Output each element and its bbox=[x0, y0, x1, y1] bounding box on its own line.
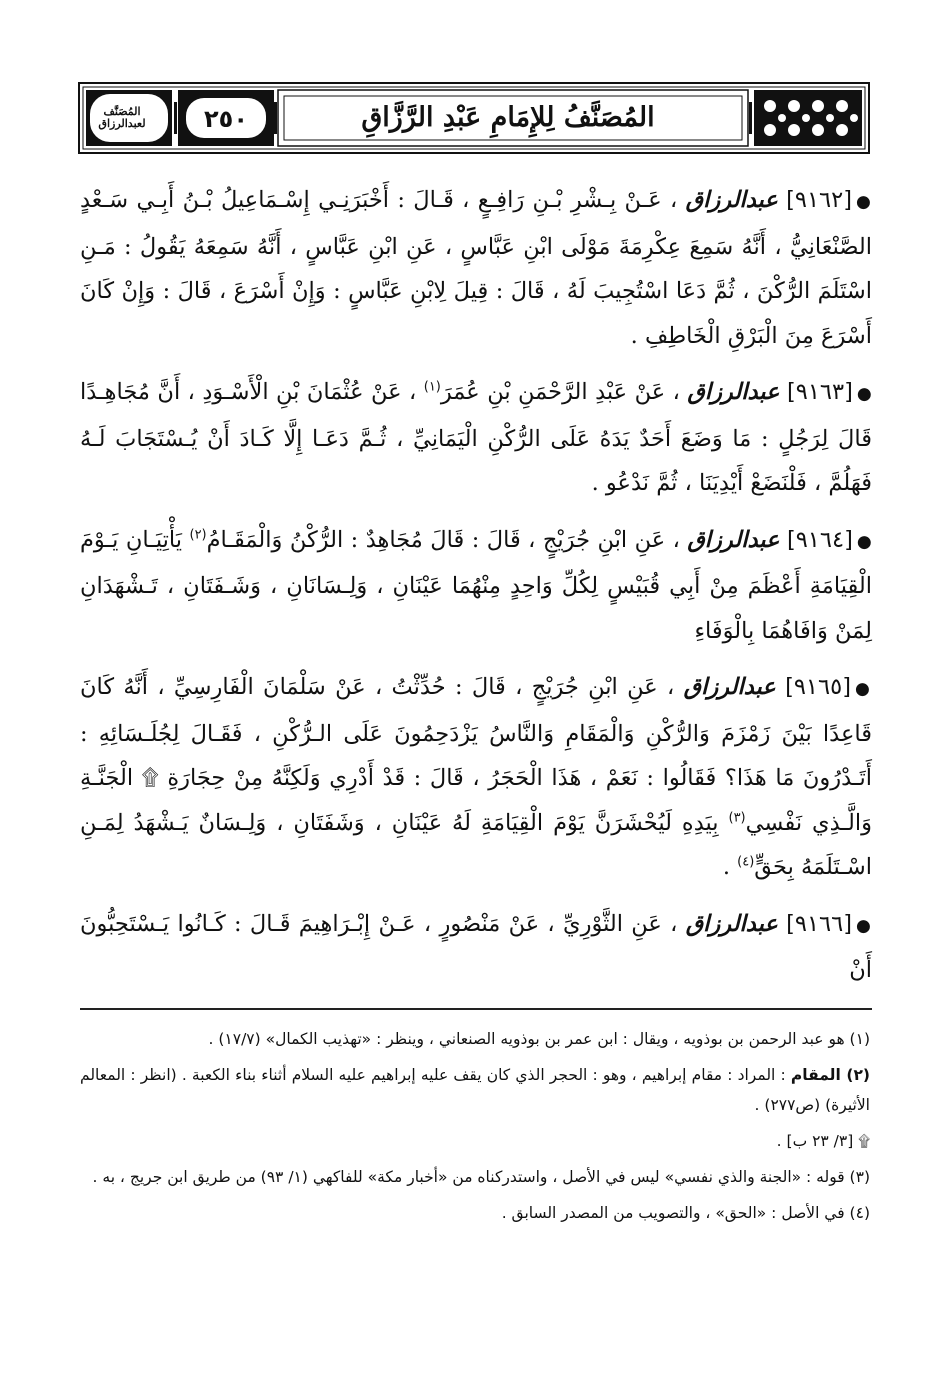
hadith-number: [٩١٦٣] bbox=[786, 379, 853, 405]
footnote-ref[interactable]: (٣) bbox=[728, 810, 746, 825]
footnote-text: ۩ [٣/ ٢٣ ب] . bbox=[776, 1132, 870, 1150]
page-number: ٢٥٠ bbox=[204, 105, 248, 133]
bullet-icon: ● bbox=[856, 915, 872, 936]
narrator-name: عبدالرزاق bbox=[685, 910, 778, 937]
footnote-3 bbox=[80, 1162, 870, 1192]
narrator-name: عبدالرزاق bbox=[685, 187, 778, 213]
footnote-4 bbox=[80, 1198, 870, 1228]
hadith-9163 bbox=[80, 370, 872, 506]
footnote-text: (١) هو عبد الرحمن بن بوذويه ، ويقال : ابن عمر بن بوذويه الصنعاني ، وينظر : «تهذيب الكمال» (١٧/٧) . bbox=[208, 1030, 870, 1048]
hadith-number: [٩١٦٦] bbox=[786, 910, 853, 937]
book-emblem-text: المُصَنَّف لعبدالرزاق bbox=[98, 105, 146, 130]
bullet-icon: ● bbox=[854, 679, 872, 699]
footnote-ref[interactable]: (١) bbox=[423, 379, 441, 395]
footnote-ref[interactable]: (٢) bbox=[189, 527, 207, 542]
hadith-text: ، عَنِ ابْنِ جُرَيْجٍ ، قَالَ : قَالَ مُجَاهِدٌ : الرُّكْنُ وَالْمَقَـامُ bbox=[206, 526, 680, 553]
bullet-icon: ● bbox=[856, 531, 872, 552]
hadith-9164 bbox=[80, 518, 872, 654]
hadith-text: يَأْتِيَـانِ يَـوْمَ الْقِيَامَةِ أَعْظَمَ مِنْ أَبِي قُبَيْسٍ لِكُلِّ وَاحِدٍ مِنْهُمَا عَيْنَانِ ، وَلِـسَانَانِ ، وَشَـفَتَانِ ، تَـشْهَدَانِ لِمَنْ وَافَاهُمَا بِالْوَفَاءِ bbox=[80, 526, 872, 644]
folio-reference bbox=[80, 1126, 870, 1156]
narrator-name: عبدالرزاق bbox=[687, 379, 780, 405]
main-text bbox=[80, 178, 872, 1005]
hadith-9162 bbox=[80, 178, 872, 358]
footnote-ref[interactable]: (٤) bbox=[737, 854, 755, 870]
hadith-text: ، عَنِ الثَّوْرِيِّ ، عَنْ مَنْصُورٍ ، عَـنْ إِبْـرَاهِيمَ قَـالَ : كَـانُوا يَـسْتَحِبُّونَ أَنْ bbox=[80, 910, 872, 983]
bullet-icon: ● bbox=[856, 192, 873, 212]
footnote-text: : المراد : مقام إبراهيم ، وهو : الحجر الذي كان يقف عليه إبراهيم عليه السلام أثناء بناء الكعبة . (انظر : المعالم الأثيرة) (ص٢٧٧) . bbox=[80, 1066, 870, 1114]
footnote-divider bbox=[80, 1008, 872, 1010]
footnote-text: (٤) في الأصل : «الحق» ، والتصويب من المصدر السابق . bbox=[501, 1204, 870, 1222]
book-title: المُصَنَّفُ لِلإِمَامِ عَبْدِ الرَّزَّاقِ bbox=[361, 101, 655, 133]
hadith-text: ، عَنْ عُثْمَانَ بْنِ الْأَسْـوَدِ ، أَنَّ مُجَاهِـدًا قَالَ لِرَجُلٍ : مَا وَضَعَ أَحَدٌ يَدَهُ عَلَى الرُّكْنِ الْيَمَانِيِّ ، ثُـمَّ دَعَـا إِلَّا كَـادَ أَنْ يُـسْتَجَابَ لَـهُ فَهَلُمَّ ، فَلْنَضَعْ أَيْدِيَنَا ، ثُمَّ نَدْعُو . bbox=[80, 379, 872, 496]
footnote-2 bbox=[80, 1060, 870, 1120]
bullet-icon: ● bbox=[856, 384, 873, 404]
footnote-text: (٣) قوله : «الجنة والذي نفسي» ليس في الأصل ، واستدركناه من «أخبار مكة» للفاكهي (١/ ٩٣) من طريق ابن جريج ، به . bbox=[92, 1168, 870, 1186]
hadith-text: ، عَنْ عَبْدِ الرَّحْمَنِ بْنِ عُمَرَ bbox=[440, 379, 680, 405]
hadith-9166 bbox=[80, 902, 872, 993]
hadith-text: ، عَـنْ بِـشْرِ بْـنِ رَافِـعٍ ، قَـالَ : أَخْبَرَنِـي إِسْـمَاعِيلُ بْـنُ أَبِـي سَـعْدٍ الصَّنْعَانِيُّ ، أَنَّهُ سَمِعَ عِكْرِمَةَ مَوْلَى ابْنِ عَبَّاسٍ ، عَنِ ابْنِ عَبَّاسٍ ، أَنَّهُ سَمِعَهُ يَقُولُ : مَـنِ اسْتَلَمَ الرُّكْنَ ، ثُمَّ دَعَا اسْتُجِيبَ لَهُ ، قَالَ : قِيلَ لِابْنِ عَبَّاسٍ : وَإِنْ أَسْرَعَ ، قَالَ : وَإِنْ كَانَ أَسْرَعَ مِنَ الْبَرْقِ الْخَاطِفِ . bbox=[80, 187, 872, 349]
hadith-number: [٩١٦٤] bbox=[786, 526, 853, 553]
narrator-name: عبدالرزاق bbox=[683, 674, 776, 700]
hadith-text: ، عَنِ ابْنِ جُرَيْجٍ ، قَالَ : حُدِّثْتُ ، عَنْ سَلْمَانَ الْفَارِسِيِّ ، أَنَّهُ كَانَ قَاعِدًا بَيْنَ زَمْزَمَ وَالرُّكْنِ وَالْمَقَامِ وَالنَّاسُ يَزْدَحِمُونَ عَلَى الـرُّكْنِ ، فَقَـالَ لِجُلَـسَائِهِ : أَتَـدْرُونَ مَا هَذَا؟ فَقَالُوا : نَعَمْ ، هَذَا الْحَجَرُ ، قَالَ : قَدْ أَدْرِي وَلَكِنَّهُ مِنْ حِجَارَةِ ۩ الْجَنَّـةِ وَالَّـذِي نَفْسِي bbox=[80, 674, 872, 836]
page-header bbox=[78, 82, 870, 154]
narrator-name: عبدالرزاق bbox=[687, 526, 780, 553]
hadith-text: بِيَدِهِ لَيُحْشَرَنَّ يَوْمَ الْقِيَامَةِ لَهُ عَيْنَانِ ، وَشَفَتَانِ ، وَلِـسَانٌ يَـشْهَدُ لِمَـنِ اسْـتَلَمَهُ بِحَقٍّ bbox=[80, 809, 872, 880]
hadith-number: [٩١٦٥] bbox=[785, 674, 851, 700]
hadith-number: [٩١٦٢] bbox=[786, 187, 852, 213]
hadith-text: . bbox=[722, 854, 730, 880]
footnote-label: (٢) المقام bbox=[790, 1066, 871, 1084]
footnote-1 bbox=[80, 1024, 870, 1054]
footnotes bbox=[80, 1024, 870, 1234]
hadith-9165 bbox=[80, 665, 872, 890]
